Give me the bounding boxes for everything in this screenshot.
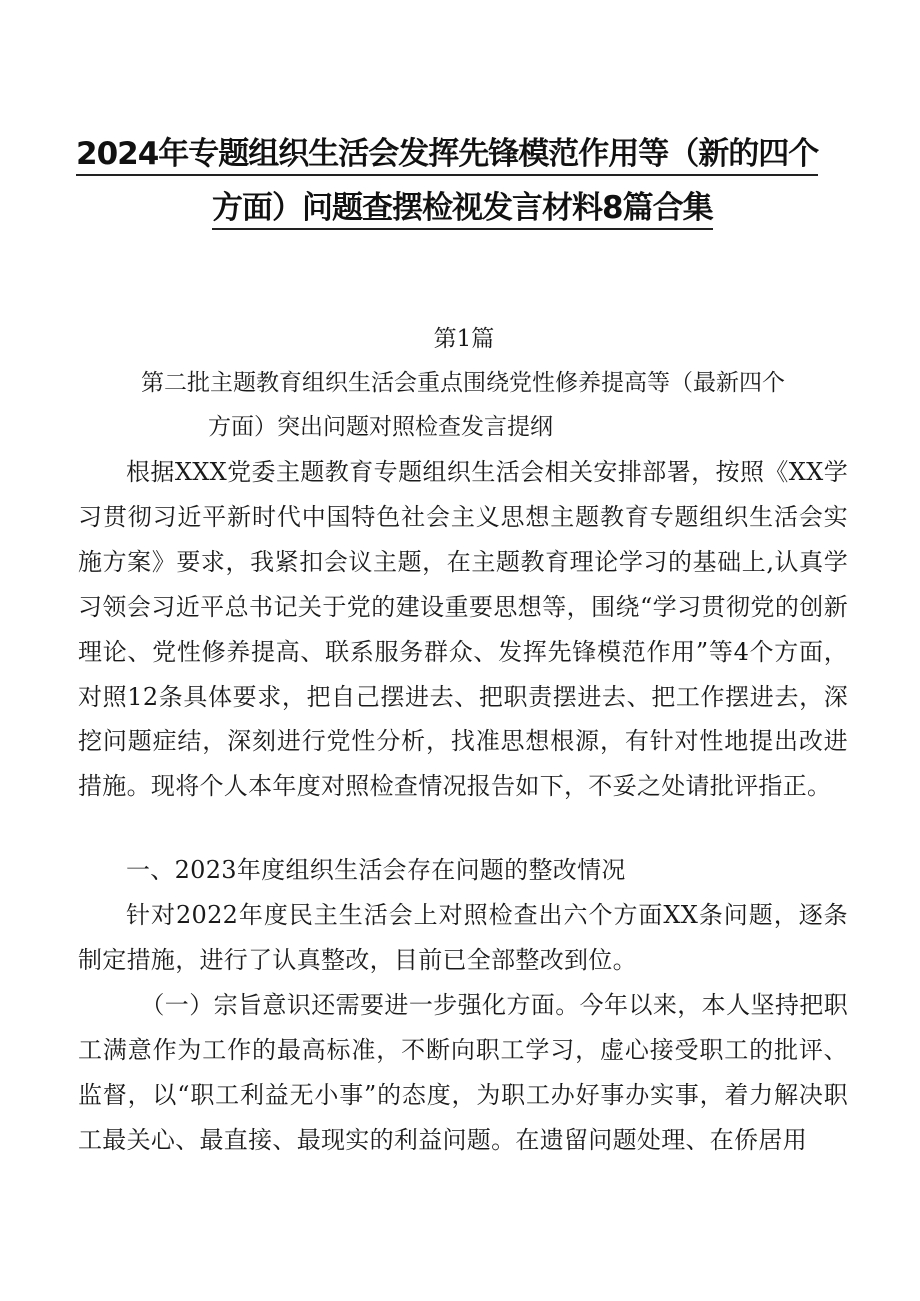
body-paragraph-intro: 根据XXX党委主题教育专题组织生活会相关安排部署，按照《XX学习贯彻习近平新时代中国特色社会主义思想主题教育专题组织生活会实施方案》要求，我紧扣会议主题，在主题教育理论学习的基础上,认真学习领会习近平总书记关于党的建设重要思想等，围绕“学习贯彻党的创新理论、党性修养提高、联系服务群众、发挥先锋模范作用”等4个方面，对照12条具体要求，把自己摆进去、把职责摆进去、把工作摆进去，深挖问题症结，深刻进行党性分析，找准思想根源，有针对性地提出改进措施。现将个人本年度对照检查情况报告如下，不妥之处请批评指正。 <box>78 458 848 801</box>
chapter-label: 第1篇 <box>433 326 495 352</box>
section-subtitle-line-2: 方面）突出问题对照检查发言提纲 <box>208 414 553 440</box>
document-title-line-2: 方面）问题查摆检视发言材料8篇合集 <box>212 188 713 230</box>
section-subtitle-line-1: 第二批主题教育组织生活会重点围绕党性修养提高等（最新四个 <box>141 370 785 396</box>
document-title-line-1: 2024年专题组织生活会发挥先锋模范作用等（新的四个 <box>76 134 818 176</box>
body-paragraph-rectification: 针对2022年度民主生活会上对照检查出六个方面XX条问题，逐条制定措施，进行了认真整改，目前已全部整改到位。 <box>78 901 848 974</box>
section-heading-1: 一、2023年度组织生活会存在问题的整改情况 <box>126 856 626 884</box>
body-paragraph-subsection-1: （一）宗旨意识还需要进一步强化方面。今年以来，本人坚持把职工满意作为工作的最高标准，不断向职工学习，虚心接受职工的批评、监督，以“职工利益无小事”的态度，为职工办好事办实事，着力解决职工最关心、最直接、最现实的利益问题。在遗留问题处理、在侨居用 <box>78 991 848 1154</box>
